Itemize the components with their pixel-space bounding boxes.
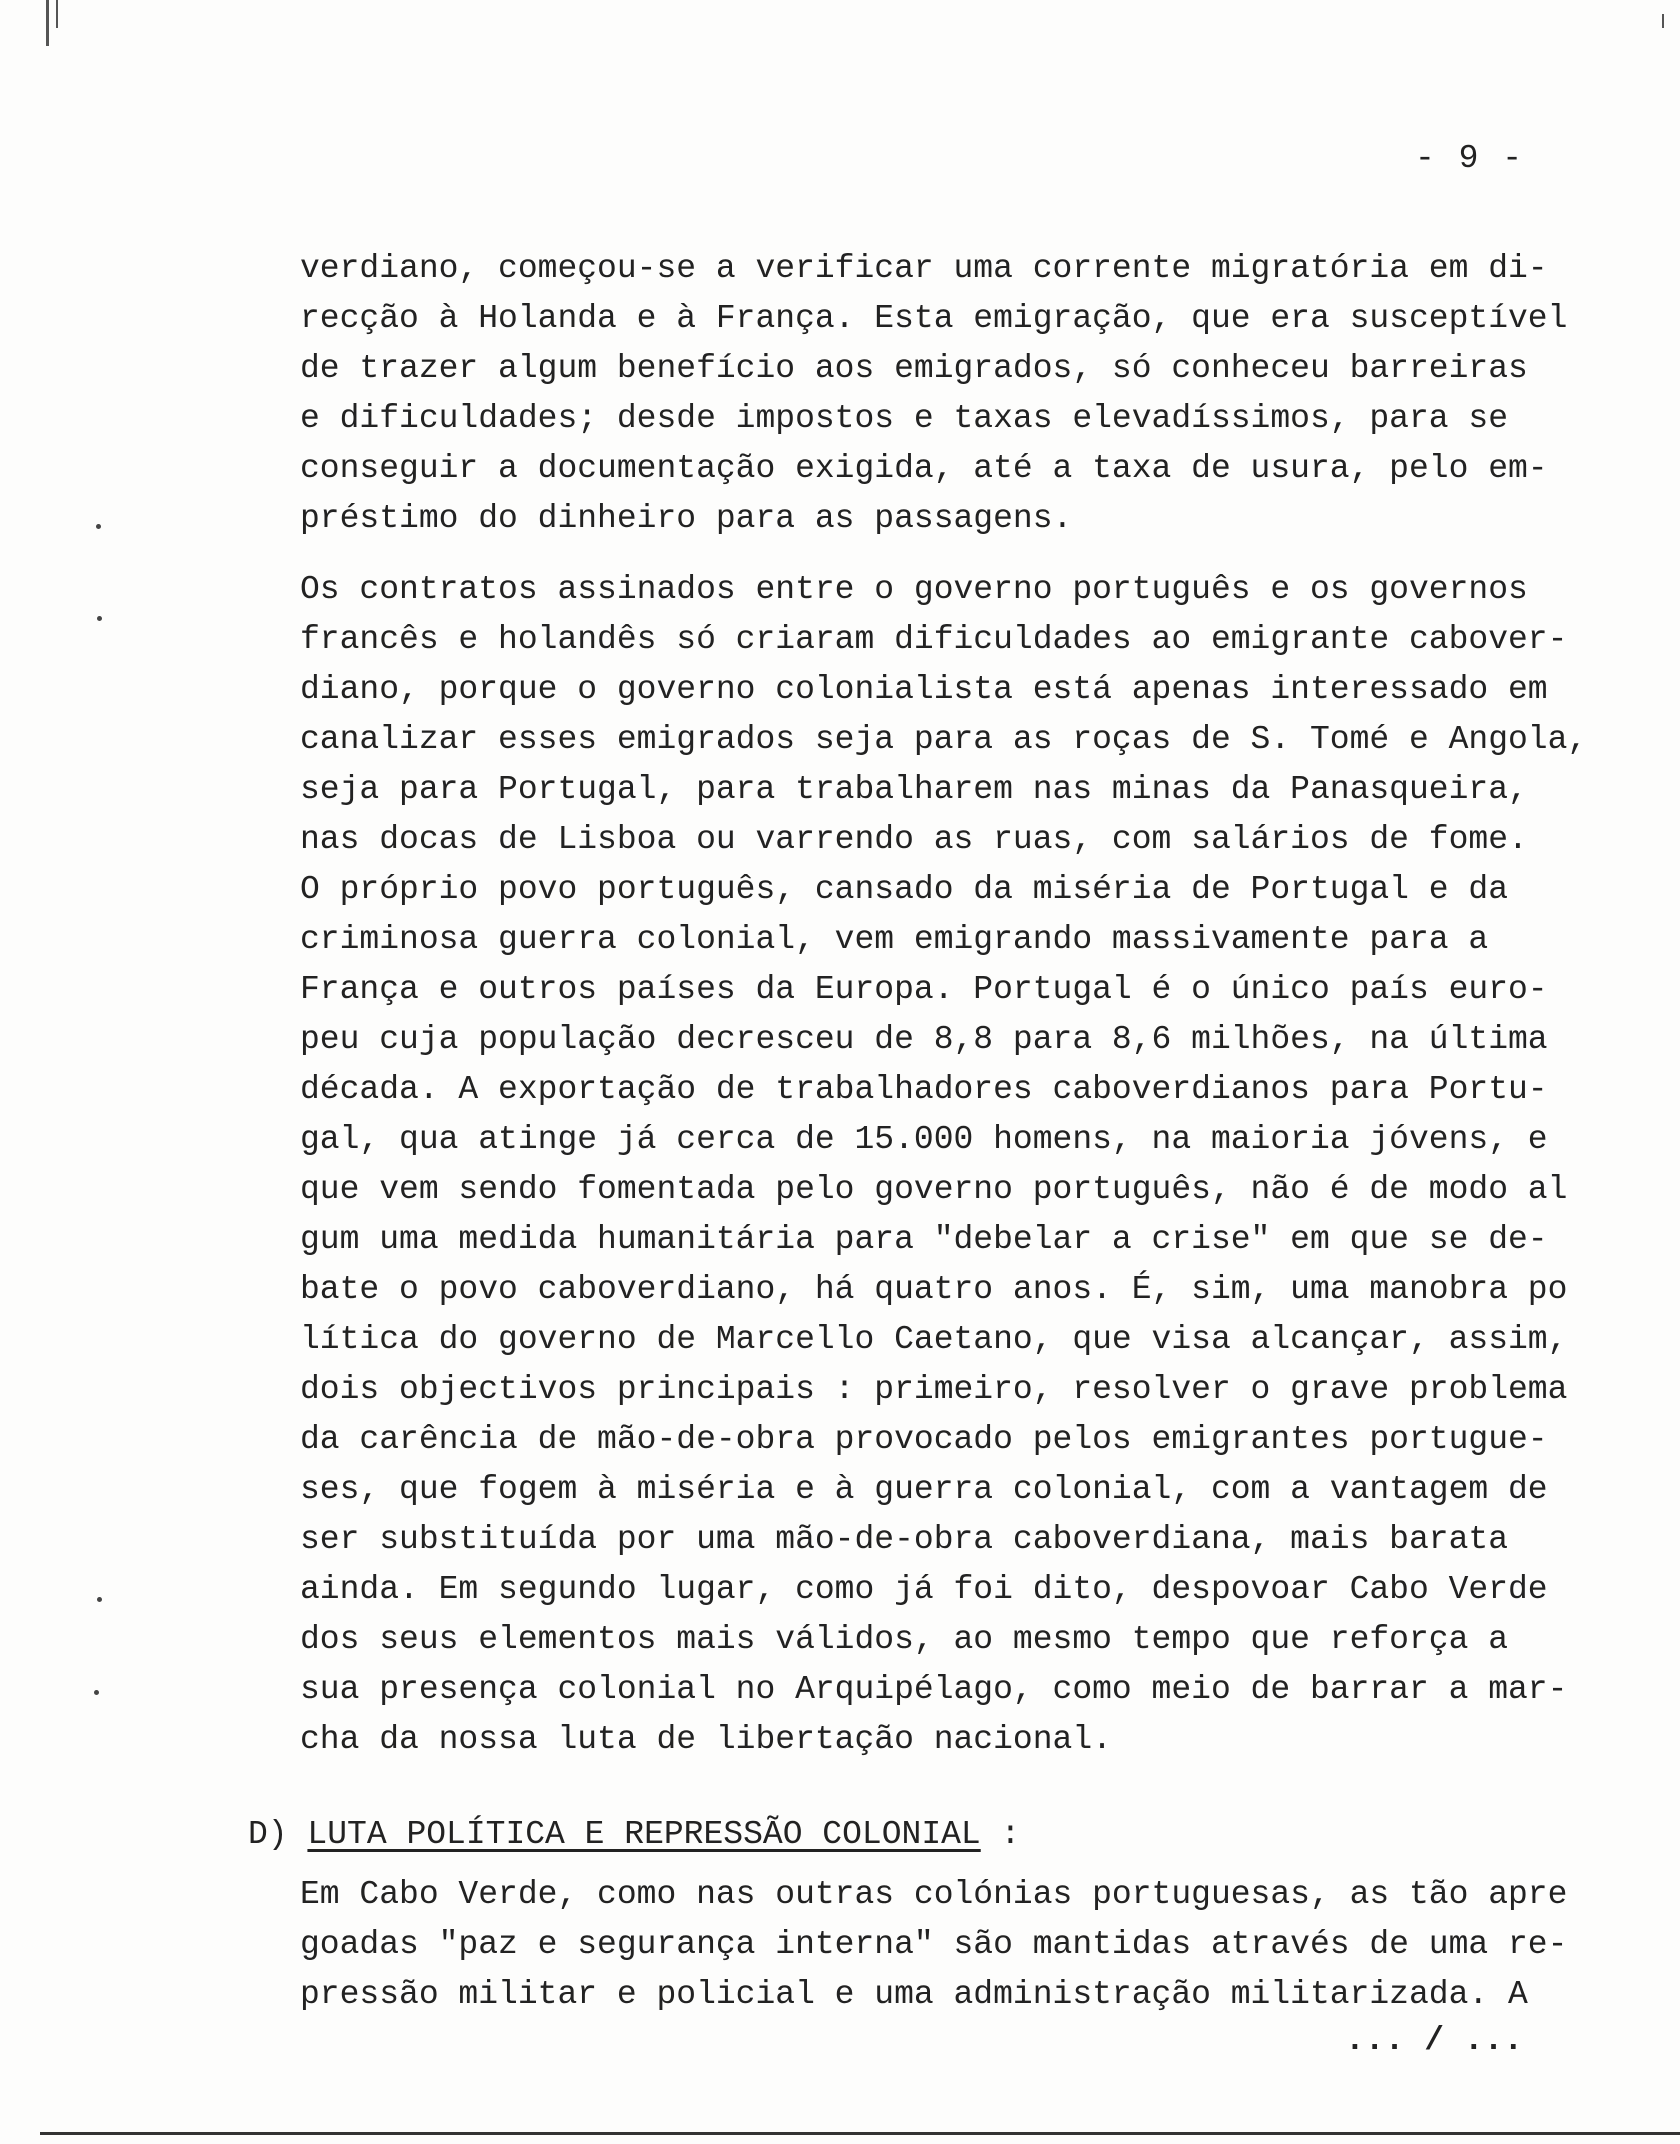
text-line: recção à Holanda e à França. Esta emigração, que era susceptível xyxy=(300,300,1568,337)
bottom-rule xyxy=(40,2132,1680,2135)
text-line: bate o povo caboverdiano, há quatro anos. É, sim, uma manobra po xyxy=(300,1271,1568,1308)
text-line: que vem sendo fomentada pelo governo português, não é de modo al xyxy=(300,1171,1568,1208)
section-suffix: : xyxy=(1000,1816,1021,1853)
margin-dot xyxy=(96,524,101,529)
text-line: goadas "paz e segurança interna" são mantidas através de uma re- xyxy=(300,1926,1568,1963)
text-line: nas docas de Lisboa ou varrendo as ruas, com salários de fome. xyxy=(300,821,1528,858)
text-line: e dificuldades; desde impostos e taxas elevadíssimos, para se xyxy=(300,400,1508,437)
paragraph-contracts xyxy=(300,565,1630,1765)
text-line: pressão militar e policial e uma administração militarizada. A xyxy=(300,1976,1528,2013)
section-marker: D) xyxy=(248,1816,288,1853)
text-line: da carência de mão-de-obra provocado pelos emigrantes portugue- xyxy=(300,1421,1548,1458)
text-line: cha da nossa luta de libertação nacional. xyxy=(300,1721,1112,1758)
text-line: Os contratos assinados entre o governo português e os governos xyxy=(300,571,1528,608)
text-line: seja para Portugal, para trabalharem nas minas da Panasqueira, xyxy=(300,771,1528,808)
text-line: França e outros países da Europa. Portugal é o único país euro- xyxy=(300,971,1548,1008)
text-line: sua presença colonial no Arquipélago, como meio de barrar a mar- xyxy=(300,1671,1568,1708)
text-line: ainda. Em segundo lugar, como já foi dito, despovoar Cabo Verde xyxy=(300,1571,1548,1608)
scan-mark-top-left-2 xyxy=(56,0,58,28)
section-heading xyxy=(248,1810,1020,1860)
paragraph-emigration-intro xyxy=(300,244,1630,544)
text-line: lítica do governo de Marcello Caetano, que visa alcançar, assim, xyxy=(300,1321,1568,1358)
scan-mark-top-left xyxy=(46,0,49,46)
text-line: Em Cabo Verde, como nas outras colónias portuguesas, as tão apre xyxy=(300,1876,1568,1913)
text-line: diano, porque o governo colonialista está apenas interessado em xyxy=(300,671,1548,708)
text-line: conseguir a documentação exigida, até a taxa de usura, pelo em- xyxy=(300,450,1548,487)
scan-mark-top-right xyxy=(1662,14,1664,28)
text-line: ser substituída por uma mão-de-obra caboverdiana, mais barata xyxy=(300,1521,1508,1558)
text-line: ses, que fogem à miséria e à guerra colonial, com a vantagem de xyxy=(300,1471,1548,1508)
text-line: criminosa guerra colonial, vem emigrando massivamente para a xyxy=(300,921,1489,958)
text-line: francês e holandês só criaram dificuldades ao emigrante cabover- xyxy=(300,621,1568,658)
text-line: gum uma medida humanitária para "debelar a crise" em que se de- xyxy=(300,1221,1548,1258)
margin-dot xyxy=(94,1690,99,1695)
section-title: LUTA POLÍTICA E REPRESSÃO COLONIAL xyxy=(307,1816,981,1853)
text-line: de trazer algum benefício aos emigrados, só conheceu barreiras xyxy=(300,350,1528,387)
text-line: verdiano, começou-se a verificar uma corrente migratória em di- xyxy=(300,250,1548,287)
text-line: dos seus elementos mais válidos, ao mesmo tempo que reforça a xyxy=(300,1621,1508,1658)
margin-dot xyxy=(97,1597,102,1602)
text-line: dois objectivos principais : primeiro, resolver o grave problema xyxy=(300,1371,1568,1408)
text-line: O próprio povo português, cansado da miséria de Portugal e da xyxy=(300,871,1508,908)
text-line: préstimo do dinheiro para as passagens. xyxy=(300,500,1073,537)
page-number: - 9 - xyxy=(1415,140,1525,177)
text-line: gal, qua atinge já cerca de 15.000 homens, na maioria jóvens, e xyxy=(300,1121,1548,1158)
text-line: década. A exportação de trabalhadores caboverdianos para Portu- xyxy=(300,1071,1548,1108)
margin-dot xyxy=(97,616,102,621)
text-line: peu cuja população decresceu de 8,8 para 8,6 milhões, na última xyxy=(300,1021,1548,1058)
continuation-marker: ... / ... xyxy=(1345,2022,1524,2059)
text-line: canalizar esses emigrados seja para as roças de S. Tomé e Angola, xyxy=(300,721,1588,758)
paragraph-repression xyxy=(300,1870,1630,2020)
